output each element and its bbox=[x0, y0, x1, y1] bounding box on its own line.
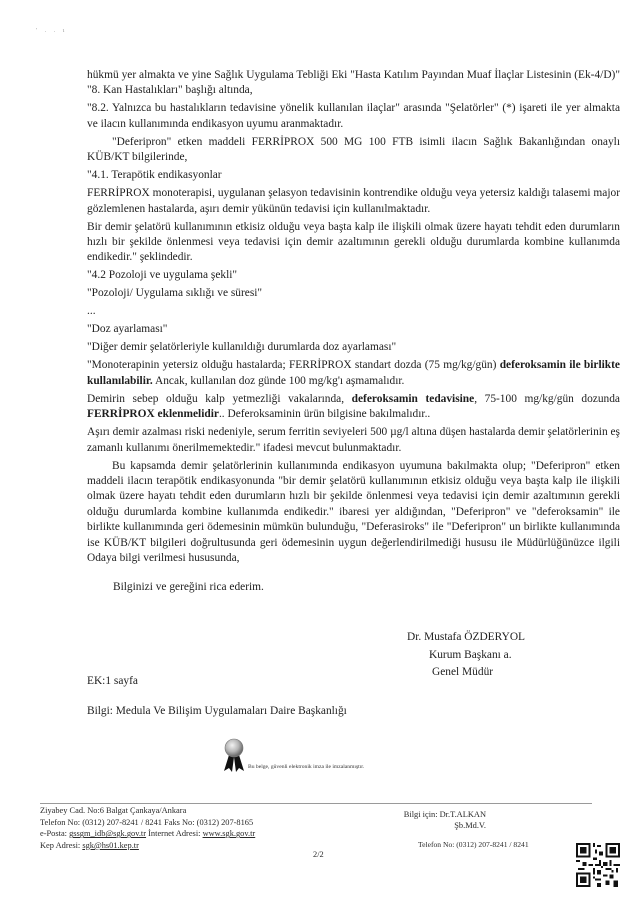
paragraph: "Deferipron" etken maddeli FERRİPROX 500 MG 100 FTB isimli ilacın Sağlık Bakanlığından onaylı KÜB/KT bilgilerinde, bbox=[87, 135, 620, 164]
signer-name: Dr. Mustafa ÖZDERYOL bbox=[407, 631, 526, 643]
scan-artifact: ' . . ι bbox=[36, 28, 68, 34]
quote-heading: "Pozoloji/ Uygulama sıklığı ve süresi" bbox=[87, 287, 263, 300]
bold-text: FERRİPROX eklenmelidir bbox=[87, 408, 219, 421]
signer-title: Kurum Başkanı a. bbox=[429, 648, 512, 661]
quote-heading: "4.1. Terapötik endikasyonlar bbox=[87, 169, 222, 182]
attachment-note: EK:1 sayfa bbox=[87, 675, 138, 687]
info-phone: Telefon No: (0312) 207-8241 / 8241 bbox=[418, 840, 529, 849]
page-number: 2/2 bbox=[313, 850, 324, 859]
ribbon-seal-icon bbox=[222, 737, 246, 773]
ellipsis: ... bbox=[87, 305, 96, 318]
paragraph: Bir demir şelatörü kullanımının etkisiz olduğu veya başta kalp ile ilişkili olmak üzere hayatı tehdit eden durumların hızlı bir şekilde önlenmesi veya tedavisi için demir azaltımının gerekli olduğu durumlarda kombine kullanımda endikedir." şeklindedir. bbox=[87, 220, 620, 264]
esign-note: Bu belge, güvenli elektronik imza ile imzalanmıştır. bbox=[248, 764, 365, 770]
qr-code-icon bbox=[576, 843, 620, 887]
paragraph: hükmü yer almakta ve yine Sağlık Uygulama Tebliği Eki "Hasta Katılım Payından Muaf İlaçlar Listesinin (Ek-4/D)" "8. Kan Hastalıkları" başlığı altında, bbox=[87, 69, 620, 97]
bold-text: deferoksamin tedavisine bbox=[351, 392, 475, 405]
footer-address: Ziyabey Cad. No:6 Balgat Çankaya/Ankara bbox=[40, 806, 187, 815]
signature-block bbox=[407, 629, 525, 682]
footer-info bbox=[404, 809, 486, 832]
closing-line: Bilginizi ve gereğini rica ederim. bbox=[113, 581, 264, 593]
text: , 75-100 mg/kg/gün dozunda bbox=[474, 392, 620, 405]
footer-phone: Telefon No: (0312) 207-8241 / 8241 Faks No: (0312) 207-8165 bbox=[40, 817, 254, 827]
paragraph bbox=[87, 358, 620, 389]
paragraph: "8.2. Yalnızca bu hastalıkların tedavisine yönelik kullanılan ilaçlar" arasında "Şelatörler" (*) işareti ile yer almakta ve ilacın kullanımında endikasyon uyumu aranmaktadır. bbox=[87, 102, 620, 130]
footer-divider bbox=[40, 803, 592, 804]
quote-heading: "Diğer demir şelatörleriyle kullanıldığı durumlarda doz ayarlaması" bbox=[87, 341, 397, 354]
kep-link[interactable]: sgk@hs01.kep.tr bbox=[82, 840, 139, 850]
footer-email-web bbox=[40, 828, 255, 840]
text: Ancak, kullanılan doz günde 100 mg/kg'ı aşmamalıdır. bbox=[152, 374, 405, 387]
quote-heading: "Doz ayarlaması" bbox=[87, 323, 168, 336]
quote-heading: "4.2 Pozoloji ve uygulama şekli" bbox=[87, 269, 238, 282]
email-label: e-Posta: bbox=[40, 829, 70, 839]
web-label: İnternet Adresi: bbox=[146, 829, 203, 839]
paragraph: Bu kapsamda demir şelatörlerinin kullanımında endikasyon uyumuna bakılmakta olup; "Deferipron" etken maddeli ilacın terapötik endikasyonunda "bir demir şelatörü kullanımının etkisiz olduğu veya başta kalp ile ilişkili olmak üzere hayatı tehdit eden durumların hızlı bir şekilde önlenmesi veya tedavisi için demir azaltımının gerekli olduğu durumlarda kombine kullanımda endikedir." ibaresi yer aldığından, "Deferipron" ve "deferoksamin" ile birlikte kullanımında geri ödemesinin mümkün bulunduğu, "Deferasiroks" ile "Deferipron" un birlikte kullanımında ise KÜB/KT bilgileri doğrultusunda geri ödemesinin uygun değerlendirilmediği hususu ile Müdürlüğünüzce ilgili Odaya bilgi verilmesi hususunda, bbox=[87, 459, 620, 565]
text: "Monoterapinin yetersiz olduğu hastalarda; FERRİPROX standart dozda (75 mg/kg/gün) bbox=[87, 359, 500, 372]
paragraph: FERRİPROX monoterapisi, uygulanan şelasyon tedavisinin kontrendike olduğu veya yetersiz kaldığı talasemi major gözlemlenen hastalarda, aşırı demir yükünün tedavisi için kullanılmaktadır. bbox=[87, 187, 620, 215]
info-contact: Bilgi için: Dr.T.ALKAN bbox=[403, 810, 486, 819]
cc-note: Bilgi: Medula Ve Bilişim Uygulamaları Daire Başkanlığı bbox=[87, 705, 347, 717]
web-link[interactable]: www.sgk.gov.tr bbox=[202, 829, 256, 839]
letter-body bbox=[87, 68, 620, 569]
signer-title: Genel Müdür bbox=[432, 666, 494, 678]
footer-contact bbox=[40, 805, 255, 851]
paragraph: Aşırı demir azalması riski nedeniyle, serum ferritin seviyeleri 500 µg/l altına düşen hastalarda demir şelatörlerinin eş zamanlı kullanımı önerilmemektedir." ifadesi mevcut bulunmaktadır. bbox=[87, 426, 620, 454]
kep-label: Kep Adresi: bbox=[40, 840, 83, 850]
email-link[interactable]: gssgm_idb@sgk.gov.tr bbox=[69, 829, 147, 839]
footer-kep bbox=[40, 840, 255, 852]
text: .. Deferoksaminin ürün bilgisine bakılmalıdır.. bbox=[218, 408, 431, 421]
bold-text: deferoksamin ile birlikte kullanılabilir. bbox=[87, 359, 620, 387]
info-title: Şb.Md.V. bbox=[454, 821, 486, 831]
text: Demirin sebep olduğu kalp yetmezliği vakalarında, bbox=[87, 392, 352, 405]
paragraph bbox=[87, 392, 620, 423]
